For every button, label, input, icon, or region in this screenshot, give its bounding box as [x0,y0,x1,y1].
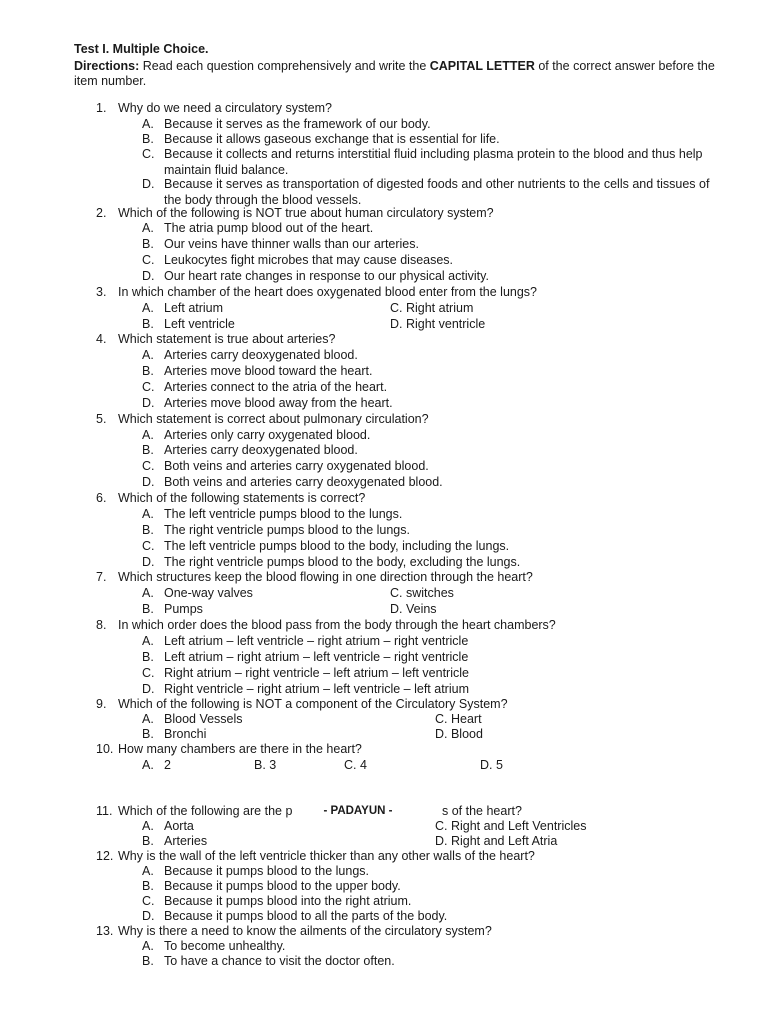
option-text: Blood Vessels [164,712,243,726]
question-number: 13. [96,924,114,938]
option-letter: C. [142,666,155,680]
question-2 [96,206,494,222]
option-text: Left atrium [164,301,224,315]
q12-option-d [142,909,447,925]
option-text: Right atrium – right ventricle – left atrium – left ventricle [164,666,469,680]
option-text: Arteries carry deoxygenated blood. [164,443,358,457]
option-text: The left ventricle pumps blood to the body, including the lungs. [164,539,510,553]
directions-emphasis: CAPITAL LETTER [429,59,535,73]
question-number: 2. [96,206,107,220]
q8-option-b [142,650,468,666]
question-number: 7. [96,570,107,584]
option-text: Both veins and arteries carry oxygenated blood. [164,459,429,473]
q1-option-d [142,177,712,208]
option-letter: D. [142,396,155,410]
option-letter: A. [142,634,154,648]
question-text: Why is the wall of the left ventricle thicker than any other walls of the heart? [118,849,535,863]
q4-option-c [142,380,387,396]
option-text: Left ventricle [164,317,235,331]
option-text: Aorta [164,819,194,833]
option-letter: A. [142,712,154,726]
question-number: 5. [96,412,107,426]
q10-option-c [344,758,367,774]
option-letter: B. [142,954,154,968]
option-text: Because it pumps blood to the upper body. [164,879,401,893]
question-number: 3. [96,285,107,299]
option-letter: A. [142,819,154,833]
directions-text-1: Read each question comprehensively and write the [139,59,430,73]
option-letter: D. [142,909,155,923]
q7-option-a [142,586,253,602]
question-10 [96,742,362,758]
option-letter: B. [142,523,154,537]
option-text: Arteries connect to the atria of the heart. [164,380,388,394]
option-letter: B. [142,132,154,146]
option-letter: C. [142,539,155,553]
q3-option-b [142,317,235,333]
q11-option-a [142,819,194,835]
question-5 [96,412,429,428]
option-text: Arteries [164,834,208,848]
question-text: Which of the following is NOT true about human circulatory system? [118,206,494,220]
q13-option-a [142,939,285,955]
option-text: D. 5 [480,758,503,772]
option-text: The atria pump blood out of the heart. [164,221,374,235]
option-text: Our heart rate changes in response to our physical activity. [164,269,489,283]
question-text: Which of the following is NOT a component of the Circulatory System? [118,697,508,711]
q1-option-b [142,132,500,148]
question-number: 9. [96,697,107,711]
option-letter: B. [142,602,154,616]
q6-option-b [142,523,410,539]
option-letter: C. [142,459,155,473]
option-letter: C. [142,380,155,394]
option-text: Arteries carry deoxygenated blood. [164,348,358,362]
question-text: How many chambers are there in the heart? [118,742,362,756]
option-text: Arteries move blood away from the heart. [164,396,393,410]
q12-option-b [142,879,401,895]
q9-option-c [435,712,482,728]
option-text: Pumps [164,602,203,616]
question-text: Which structures keep the blood flowing in one direction through the heart? [118,570,533,584]
option-text: D. Blood [435,727,483,741]
question-text: Why do we need a circulatory system? [118,101,332,115]
option-text: Because it serves as the framework of our body. [164,117,431,131]
option-text: C. Right and Left Ventricles [435,819,587,833]
option-text: D. Veins [390,602,437,616]
option-text: Bronchi [164,727,207,741]
question-number: 11. [96,804,113,818]
q10-option-d [480,758,503,774]
option-letter: D. [142,177,155,191]
option-text: Arteries only carry oxygenated blood. [164,428,371,442]
option-letter: A. [142,864,154,878]
option-text: Because it pumps blood to the lungs. [164,864,369,878]
q4-option-a [142,348,358,364]
option-letter: A. [142,348,154,362]
question-text: Which statement is true about arteries? [118,332,336,346]
question-number: 10. [96,742,114,756]
option-text: Both veins and arteries carry deoxygenated blood. [164,475,443,489]
q4-option-d [142,396,393,412]
option-letter: A. [142,507,154,521]
option-letter: D. [142,682,155,696]
option-letter: C. [142,253,155,267]
q6-option-c [142,539,509,555]
q2-option-c [142,253,453,269]
question-13 [96,924,492,940]
option-letter: B. [142,443,154,457]
q10-option-b [254,758,276,774]
option-letter: A. [142,428,154,442]
option-text: C. Right atrium [390,301,474,315]
q9-option-a [142,712,243,728]
option-letter: B. [142,317,154,331]
q9-option-d [435,727,483,743]
option-letter: B. [142,727,154,741]
q5-option-b [142,443,358,459]
question-text: Which statement is correct about pulmonary circulation? [118,412,429,426]
option-letter: D. [142,555,155,569]
q11-option-b [142,834,207,850]
q6-option-d [142,555,520,571]
option-letter: A. [142,758,154,772]
question-4 [96,332,335,348]
question-number: 12. [96,849,114,863]
padayun-banner: - PADAYUN - [312,802,404,820]
q6-option-a [142,507,402,523]
q7-option-c [390,586,454,602]
q2-option-a [142,221,373,237]
q2-option-d [142,269,489,285]
q3-option-d [390,317,485,333]
option-text: B. 3 [254,758,277,772]
option-text: C. 4 [344,758,367,772]
q3-option-a [142,301,223,317]
option-text: Our veins have thinner walls than our arteries. [164,237,419,251]
option-letter: B. [142,237,154,251]
question-text: Which of the following statements is correct? [118,491,366,505]
option-text: Because it allows gaseous exchange that is essential for life. [164,132,500,146]
q8-option-c [142,666,469,682]
q11-option-d [435,834,557,850]
option-text: Left atrium – right atrium – left ventricle – right ventricle [164,650,469,664]
q7-option-d [390,602,437,618]
option-text: Because it pumps blood into the right atrium. [164,894,412,908]
option-text: C. switches [390,586,454,600]
option-text: To have a chance to visit the doctor often. [164,954,395,968]
option-text: D. Right and Left Atria [435,834,558,848]
question-3 [96,285,537,301]
q2-option-b [142,237,419,253]
option-text: Because it collects and returns interstitial fluid including plasma protein to the blood and thus help maintain fluid balance. [164,147,703,177]
q8-option-d [142,682,469,698]
q4-option-b [142,364,372,380]
question-9 [96,697,508,713]
option-text: The right ventricle pumps blood to the body, excluding the lungs. [164,555,521,569]
option-text: The left ventricle pumps blood to the lungs. [164,507,403,521]
option-text: Right ventricle – right atrium – left ventricle – left atrium [164,682,469,696]
option-letter: A. [142,939,154,953]
test-title: Test I. Multiple Choice. [74,42,209,56]
question-number: 6. [96,491,107,505]
option-letter: B. [142,650,154,664]
q1-option-c [142,147,712,178]
option-text: The right ventricle pumps blood to the lungs. [164,523,410,537]
question-8 [96,618,556,634]
question-text: In which order does the blood pass from the body through the heart chambers? [118,618,556,632]
option-letter: D. [142,475,155,489]
question-1 [96,101,332,117]
q10-option-a [142,758,171,774]
question-text: Which of the following are the p [118,804,293,818]
q3-option-c [390,301,473,317]
q8-option-a [142,634,468,650]
option-letter: C. [142,894,155,908]
option-text: One-way valves [164,586,253,600]
q5-option-d [142,475,443,491]
option-text: Left atrium – left ventricle – right atrium – right ventricle [164,634,469,648]
question-text: In which chamber of the heart does oxygenated blood enter from the lungs? [118,285,538,299]
directions [74,59,734,89]
question-number: 8. [96,618,107,632]
q12-option-c [142,894,411,910]
option-text: Arteries move blood toward the heart. [164,364,373,378]
option-letter: B. [142,834,154,848]
option-letter: B. [142,364,154,378]
option-text: Leukocytes fight microbes that may cause diseases. [164,253,454,267]
q1-option-a [142,117,431,133]
option-letter: D. [142,269,155,283]
option-letter: B. [142,879,154,893]
q12-option-a [142,864,369,880]
directions-text-2: of the correct answer before the item number. [74,59,715,88]
option-letter: A. [142,586,154,600]
option-letter: C. [142,147,155,161]
question-number: 1. [96,101,107,115]
question-6 [96,491,365,507]
question-text-end: s of the heart? [442,804,522,818]
question-7 [96,570,533,586]
question-number: 4. [96,332,107,346]
q5-option-a [142,428,370,444]
option-text: D. Right ventricle [390,317,486,331]
option-letter: A. [142,117,154,131]
directions-label: Directions: [74,59,140,73]
q9-option-b [142,727,206,743]
q5-option-c [142,459,429,475]
q7-option-b [142,602,203,618]
option-text: To become unhealthy. [164,939,286,953]
q11-option-c [435,819,586,835]
option-text: 2 [164,758,171,772]
q13-option-b [142,954,395,970]
option-text: Because it serves as transportation of digested foods and other nutrients to the cells and tissues of the body through the blood vessels. [164,177,710,207]
question-11 [96,804,292,820]
question-text: Why is there a need to know the ailments of the circulatory system? [118,924,492,938]
option-text: Because it pumps blood to all the parts of the body. [164,909,448,923]
option-letter: A. [142,301,154,315]
option-text: C. Heart [435,712,482,726]
question-12 [96,849,535,865]
question-11-end [442,804,522,820]
option-letter: A. [142,221,154,235]
